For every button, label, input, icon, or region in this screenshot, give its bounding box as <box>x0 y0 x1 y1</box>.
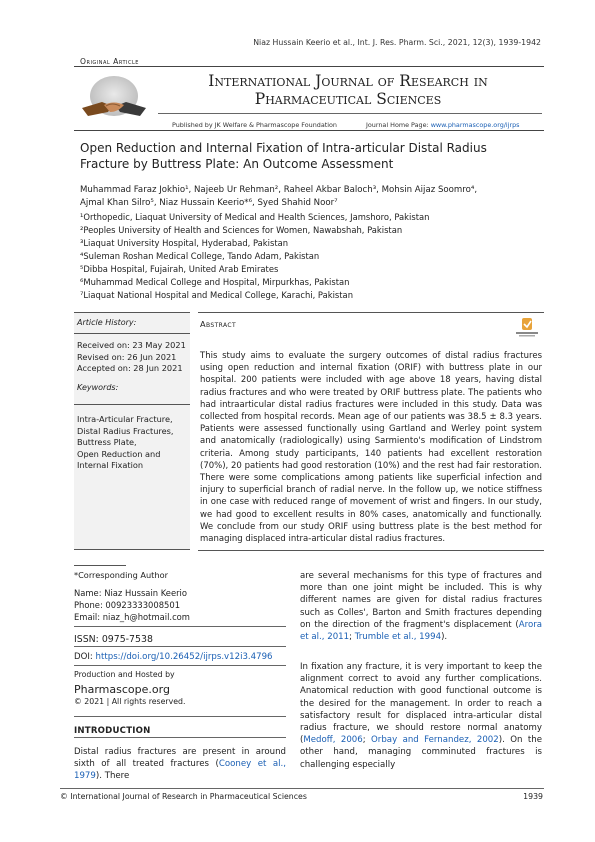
journal-title-line2: Pharmaceutical Sciences <box>254 89 442 108</box>
info-box-rule <box>74 333 190 334</box>
paper-title-line2: Fracture by Buttress Plate: An Outcome Assessment <box>80 157 394 171</box>
affiliation-item: ⁵Dibba Hospital, Fujairah, United Arab Emirates <box>80 264 279 274</box>
doi-line <box>74 652 273 662</box>
citation-link[interactable]: Orbay and Fernandez, 2002 <box>371 735 499 746</box>
citation-link[interactable]: Trumble et al., 1994 <box>354 632 442 643</box>
issn-rule <box>74 626 286 627</box>
abstract-rule-bottom <box>198 550 544 551</box>
corresponding-details <box>74 587 190 623</box>
keyword-item: Intra-Articular Fracture, <box>77 414 173 424</box>
journal-title-rule <box>158 113 542 114</box>
body-paragraph <box>300 570 542 643</box>
footnote-rule <box>74 565 126 566</box>
header-rule-bottom <box>74 130 544 131</box>
article-history-dates <box>77 340 186 375</box>
introduction-text <box>74 746 286 783</box>
keyword-item: Internal Fixation <box>77 460 144 470</box>
author-line1: Muhammad Faraz Jokhio¹, Najeeb Ur Rehman², Raheel Akbar Baloch³, Mohsin Aijaz Soomro⁴, <box>80 185 478 195</box>
citation-link[interactable]: Arora et al., 2011 <box>300 619 542 643</box>
homepage-line <box>366 121 519 129</box>
footer-copyright: © International Journal of Research in Pharmaceutical Sciences <box>60 792 307 801</box>
author-line2: Ajmal Khan Silro⁵, Niaz Hussain Keerio*⁶, Syed Shahid Noor⁷ <box>80 198 338 208</box>
keywords-heading: Keywords: <box>77 383 119 392</box>
introduction-heading: INTRODUCTION <box>74 726 151 736</box>
affiliation-item: ⁶Muhammad Medical College and Hospital, Mirpurkhas, Pakistan <box>80 277 350 287</box>
intro-rule-bottom <box>74 737 286 738</box>
article-type-label: Original Article <box>80 57 139 66</box>
intro-rule-top <box>74 716 286 717</box>
doi-rule <box>74 646 286 647</box>
affiliation-item: ²Peoples University of Health and Sciences for Women, Nawabshah, Pakistan <box>80 225 403 235</box>
journal-title-line1: International Journal of Research in <box>208 72 488 90</box>
keywords-list <box>77 414 174 472</box>
citation-link[interactable]: Cooney et al., 1979 <box>74 759 286 782</box>
issn: ISSN: 0975-7538 <box>74 634 153 645</box>
doi-link[interactable]: https://doi.org/10.26452/ijrps.v12i3.4796 <box>95 652 273 662</box>
paragraph-text: ). <box>441 632 448 643</box>
corresponding-email: Email: niaz_h@hotmail.com <box>74 612 190 622</box>
produced-by: Production and Hosted by <box>74 670 175 679</box>
homepage-link[interactable]: www.pharmascope.org/ijrps <box>430 121 520 129</box>
accepted-date: Accepted on: 28 Jun 2021 <box>77 363 183 373</box>
article-info-box <box>74 312 190 550</box>
revised-date: Revised on: 26 Jun 2021 <box>77 351 177 362</box>
homepage-label: Journal Home Page: <box>366 121 431 129</box>
intro-text-post: ). There <box>95 771 130 782</box>
affiliation-list <box>80 211 540 302</box>
doi-rule-bottom <box>74 665 286 666</box>
doi-label: DOI: <box>74 652 96 662</box>
corresponding-name: Name: Niaz Hussain Keerio <box>74 588 188 598</box>
corresponding-heading: *Corresponding Author <box>74 570 168 580</box>
running-head: Niaz Hussain Keerio et al., Int. J. Res. Pharm. Sci., 2021, 12(3), 1939-1942 <box>253 38 541 47</box>
footer-rule <box>60 788 544 789</box>
abstract-rule-top <box>198 312 544 313</box>
affiliation-item: ¹Orthopedic, Liaquat University of Medical and Health Sciences, Jamshoro, Pakistan <box>80 212 430 222</box>
affiliation-item: ⁷Liaquat National Hospital and Medical College, Karachi, Pakistan <box>80 290 354 300</box>
info-box-rule <box>74 404 190 405</box>
journal-logo <box>78 72 150 128</box>
keyword-item: Distal Radius Fractures, <box>77 425 174 436</box>
citation-separator: ; <box>362 735 372 746</box>
abstract-text: This study aims to evaluate the surgery outcomes of distal radius fractures using open reduction and internal fixation (ORIF) with buttress plate in our hospital. 200 patients were included with age above 18 years, having distal radius fractures and who were treated by ORIF buttress plate. The patients who had intraarticular distal radius fractures were included in this study. Data was collected from hospital records. Mean age of our patients was 38.5 ± 8.3 years. Patients were assessed functionally using Gartland and Werley point system and anatomically (radiologically) using Sarmiento's modification of Lindstrom criteria. Among study participants, 140 patients had excellent restoration (70%), 20 patients had good restoration (10%) and the rest had fair restoration. There were some complications among patients like superficial infection and injury to superficial branch of radial nerve. In the follow up, we notice stiffness in one case with reduced range of movement of wrist and fingers. In our study, we had good to excellent results in 80% cases, anatomically and functionally. We conclude from our study ORIF using buttress plate is the best method for managing displaced intra-articular distal radius fractures. <box>200 351 542 545</box>
journal-title <box>158 73 538 108</box>
check-for-updates-icon[interactable] <box>512 318 542 338</box>
paper-title <box>80 140 540 172</box>
copyright-notice: © 2021 | All rights reserved. <box>74 697 186 706</box>
article-history-heading: Article History: <box>77 318 137 327</box>
abstract-heading: Abstract <box>200 319 237 329</box>
body-paragraph <box>300 661 542 771</box>
citation-separator: ; <box>349 632 355 643</box>
pharmascope-name: Pharmascope.org <box>74 683 170 696</box>
publisher-line: Published by JK Welfare & Pharmascope Foundation <box>172 121 337 129</box>
paragraph-text: In fixation any fracture, it is very important to keep the alignment correct to avoid any further complications. Anatomical reduction with good functional outcome is the desired for the management. In order to reach a satisfactory result for displaced intra-articular distal radius fracture, we should restore normal anatomy ( <box>300 662 542 746</box>
citation-link[interactable]: Medoff, 2006 <box>303 735 363 746</box>
affiliation-item: ⁴Suleman Roshan Medical College, Tando Adam, Pakistan <box>80 251 320 261</box>
page-number: 1939 <box>523 792 543 801</box>
intro-text-pre: Distal radius fractures are present in around sixth of all treated fractures ( <box>74 747 286 770</box>
affiliation-item: ³Liaquat University Hospital, Hyderabad, Pakistan <box>80 238 289 248</box>
paragraph-text: ). On the other hand, managing comminuted fractures is challenging especially <box>300 735 542 770</box>
info-box-rule <box>74 312 190 313</box>
keyword-item: Open Reduction and <box>77 448 161 459</box>
received-date: Received on: 23 May 2021 <box>77 340 186 350</box>
paper-title-line1: Open Reduction and Internal Fixation of Intra-articular Distal Radius <box>80 141 487 155</box>
paragraph-text: are several mechanisms for this type of fractures and more than one joint might be included. This is why different names are given for distal radius fractures such as Colles', Barton and Smith fractures depending on the direction of the fragment's displacement ( <box>300 571 542 630</box>
keyword-item: Buttress Plate, <box>77 437 137 447</box>
header-rule <box>74 66 544 67</box>
info-box-rule <box>74 549 190 550</box>
corresponding-phone: Phone: 00923333008501 <box>74 600 181 610</box>
author-list <box>80 184 550 210</box>
